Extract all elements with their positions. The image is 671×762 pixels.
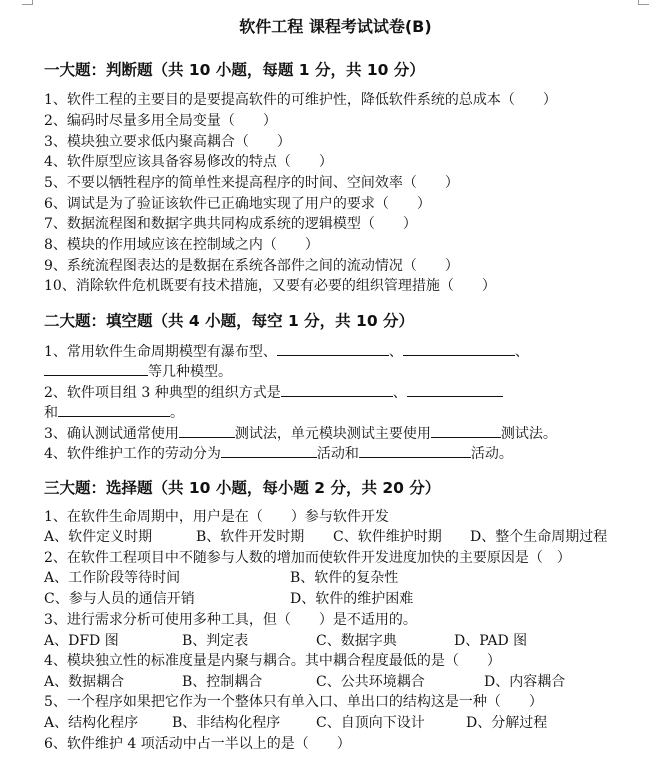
choice-question-3: 3、进行需求分析可使用多种工具，但（ ）是不适用的。 xyxy=(44,612,417,628)
judge-item-1: 1、软件工程的主要目的是要提高软件的可维护性，降低软件系统的总成本（ ） xyxy=(44,92,557,108)
choice-q3-option-d: D、PAD 图 xyxy=(454,633,528,649)
choice-question-1: 1、在软件生命周期中，用户是在（ ）参与软件开发 xyxy=(44,509,389,525)
choice-q5-option-b: B、非结构化程序 xyxy=(172,715,281,731)
choice-q1-option-c: C、软件维护时期 xyxy=(333,529,442,545)
fill-question-1: 1、常用软件生命周期模型有瀑布型、 、 、 xyxy=(44,341,529,362)
choice-question-4: 4、模块独立性的标准度量是内聚与耦合。其中耦合程度最低的是（ ） xyxy=(44,653,501,669)
answer-blank xyxy=(359,443,471,458)
fill-question-2-cont: 和 。 xyxy=(44,402,184,423)
choice-q2-option-d: D、软件的维护困难 xyxy=(290,591,414,607)
choice-question-6: 6、软件维护 4 项活动中占一半以上的是（ ） xyxy=(44,736,351,752)
choice-q2-option-c: C、参与人员的通信开销 xyxy=(44,591,195,607)
judge-item-10: 10、消除软件危机既要有技术措施，又要有必要的组织管理措施（ ） xyxy=(44,278,496,294)
judge-item-3: 3、模块独立要求低内聚高耦合（ ） xyxy=(44,134,291,150)
fill-question-1-cont: 等几种模型。 xyxy=(44,361,232,382)
choice-q4-option-a: A、数据耦合 xyxy=(44,674,125,690)
choice-q4-option-c: C、公共环境耦合 xyxy=(316,674,425,690)
choice-q4-option-d: D、内容耦合 xyxy=(484,674,566,690)
answer-blank xyxy=(277,341,389,356)
answer-blank xyxy=(281,382,393,397)
choice-q3-option-a: A、DFD 图 xyxy=(44,633,119,649)
judge-item-8: 8、模块的作用域应该在控制域之内（ ） xyxy=(44,237,319,253)
section1-heading: 一大题：判断题（共 10 小题，每题 1 分，共 10 分） xyxy=(44,61,425,79)
fill-question-2: 2、软件项目组 3 种典型的组织方式是 、 xyxy=(44,382,503,403)
section3-heading: 三大题：选择题（共 10 小题，每小题 2 分，共 20 分） xyxy=(44,479,441,497)
crop-mark-left xyxy=(22,0,33,5)
choice-q2-option-a: A、工作阶段等待时间 xyxy=(44,570,181,586)
page-title: 软件工程 课程考试试卷(B) xyxy=(239,17,432,36)
choice-q1-option-d: D、整个生命周期过程 xyxy=(470,529,608,545)
choice-q5-option-c: C、自顶向下设计 xyxy=(316,715,425,731)
judge-item-9: 9、系统流程图表达的是数据在系统各部件之间的流动情况（ ） xyxy=(44,258,459,274)
answer-blank xyxy=(403,341,515,356)
choice-q4-option-b: B、控制耦合 xyxy=(182,674,263,690)
answer-blank xyxy=(431,423,501,438)
choice-q5-option-a: A、结构化程序 xyxy=(44,715,139,731)
answer-blank xyxy=(407,382,503,397)
choice-q3-option-b: B、判定表 xyxy=(182,633,249,649)
answer-blank xyxy=(179,423,235,438)
crop-mark-right xyxy=(638,0,649,5)
answer-blank xyxy=(44,361,148,376)
judge-item-6: 6、调试是为了验证该软件已正确地实现了用户的要求（ ） xyxy=(44,196,431,212)
choice-q1-option-a: A、软件定义时期 xyxy=(44,529,153,545)
section2-heading: 二大题：填空题（共 4 小题，每空 1 分，共 10 分） xyxy=(44,312,415,330)
judge-item-5: 5、不要以牺牲程序的简单性来提高程序的时间、空间效率（ ） xyxy=(44,175,459,191)
choice-q5-option-d: D、分解过程 xyxy=(466,715,548,731)
judge-item-7: 7、数据流程图和数据字典共同构成系统的逻辑模型（ ） xyxy=(44,216,417,232)
choice-q3-option-c: C、数据字典 xyxy=(316,633,397,649)
choice-q1-option-b: B、软件开发时期 xyxy=(196,529,305,545)
judge-item-2: 2、编码时尽量多用全局变量（ ） xyxy=(44,113,277,129)
choice-question-2: 2、在软件工程项目中不随参与人数的增加而使软件开发进度加快的主要原因是（ ） xyxy=(44,550,571,566)
choice-question-5: 5、一个程序如果把它作为一个整体只有单入口、单出口的结构这是一种（ ） xyxy=(44,694,543,710)
answer-blank xyxy=(221,443,317,458)
choice-q2-option-b: B、软件的复杂性 xyxy=(290,570,399,586)
judge-item-4: 4、软件原型应该具备容易修改的特点（ ） xyxy=(44,154,333,170)
fill-question-4: 4、软件维护工作的劳动分为 活动和 活动。 xyxy=(44,443,513,464)
fill-question-3: 3、确认测试通常使用 测试法，单元模块测试主要使用 测试法。 xyxy=(44,423,557,444)
answer-blank xyxy=(58,402,170,417)
